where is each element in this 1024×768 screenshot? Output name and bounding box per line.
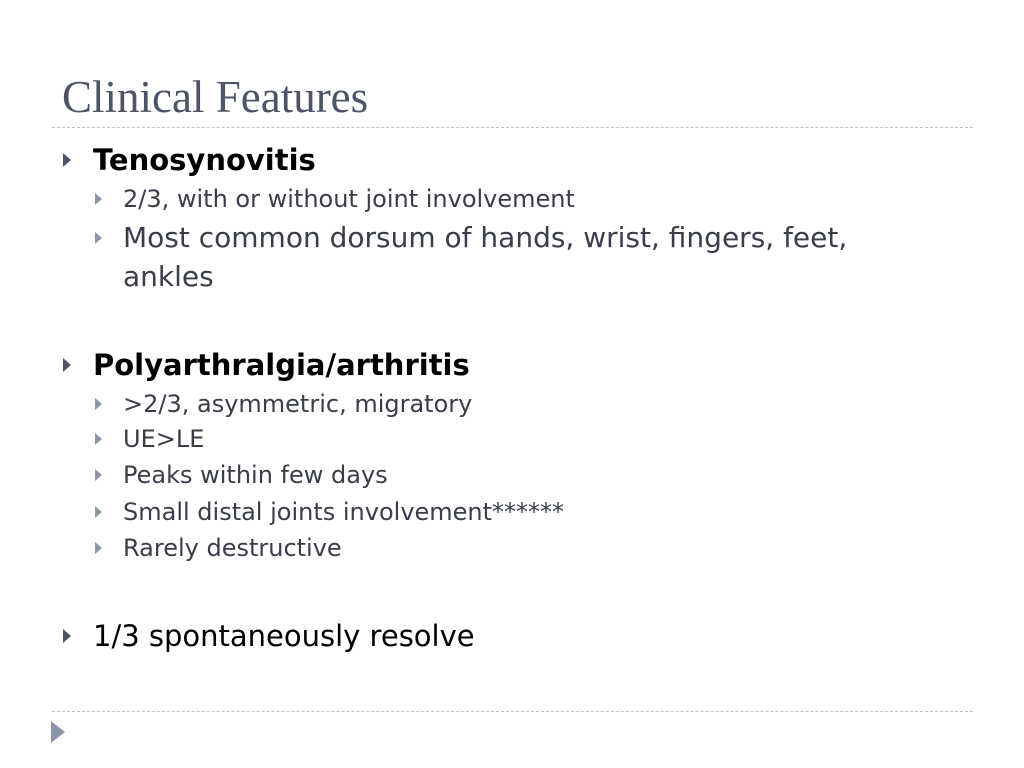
sub-bullet-triangle-icon: [95, 398, 102, 410]
list-item: Most common dorsum of hands, wrist, fingers, feet, ankles: [123, 221, 848, 293]
title-divider: [52, 127, 973, 128]
sub-bullet-triangle-icon: [95, 506, 102, 518]
bullet-triangle-icon: [63, 153, 71, 167]
sub-bullet-triangle-icon: [95, 232, 102, 244]
bullet-triangle-icon: [63, 629, 71, 643]
list-item: Small distal joints involvement******: [123, 498, 565, 526]
list-item: UE>LE: [123, 425, 205, 453]
sub-bullet-triangle-icon: [95, 469, 102, 481]
footer-divider: [52, 711, 973, 712]
list-item: >2/3, asymmetric, migratory: [123, 390, 473, 418]
section-heading-tenosynovitis: Tenosynovitis: [93, 143, 316, 177]
sub-bullet-triangle-icon: [95, 433, 102, 445]
list-item: Peaks within few days: [123, 461, 388, 489]
footer-triangle-icon: [51, 721, 65, 743]
section-heading-polyarthralgia: Polyarthralgia/arthritis: [93, 348, 470, 382]
sub-bullet-triangle-icon: [95, 193, 102, 205]
bullet-triangle-icon: [63, 358, 71, 372]
sub-bullet-triangle-icon: [95, 542, 102, 554]
slide-title: Clinical Features: [62, 72, 369, 122]
list-item: Rarely destructive: [123, 534, 342, 562]
section-heading-spontaneous-resolution: 1/3 spontaneously resolve: [93, 619, 475, 653]
list-item: 2/3, with or without joint involvement: [123, 185, 575, 213]
